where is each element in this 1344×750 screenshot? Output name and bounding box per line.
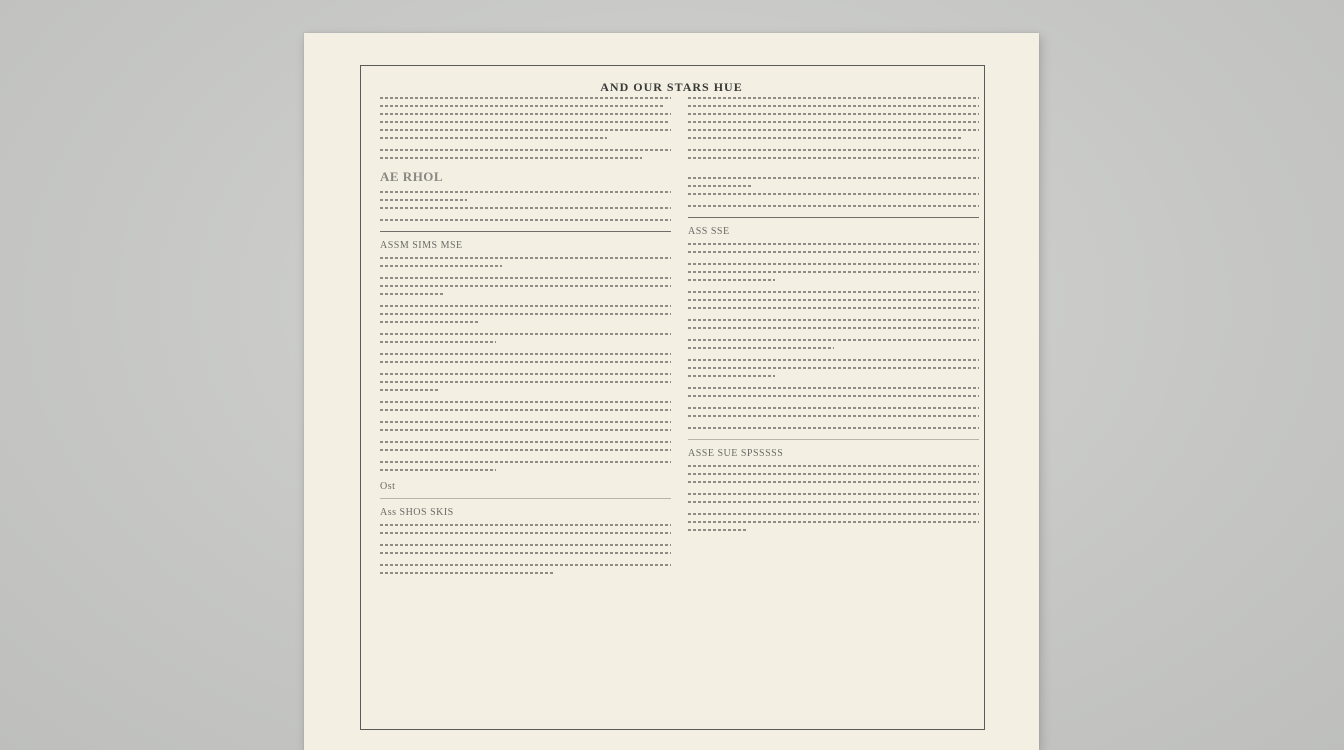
document-page bbox=[304, 33, 1039, 750]
section-divider bbox=[380, 498, 671, 499]
paragraph bbox=[380, 524, 671, 534]
paragraph bbox=[688, 513, 979, 531]
section-label: Ass SHOS SKIS bbox=[380, 507, 454, 518]
section-label: ASSM SIMS MSE bbox=[380, 240, 463, 251]
paragraph bbox=[688, 149, 979, 159]
section-divider bbox=[380, 231, 671, 232]
paragraph bbox=[380, 305, 671, 323]
paragraph bbox=[380, 277, 671, 295]
paragraph bbox=[688, 359, 979, 377]
section-label: Ost bbox=[380, 481, 396, 492]
paragraph bbox=[380, 333, 671, 343]
paragraph bbox=[380, 401, 671, 411]
right-column bbox=[688, 97, 979, 541]
paragraph bbox=[380, 564, 671, 574]
paragraph bbox=[688, 291, 979, 309]
paragraph bbox=[380, 353, 671, 363]
section-label: ASSE SUE SPSSSSS bbox=[688, 448, 784, 459]
paragraph bbox=[380, 149, 671, 159]
paragraph bbox=[380, 544, 671, 554]
paragraph bbox=[380, 191, 671, 209]
paragraph bbox=[688, 319, 979, 329]
paragraph bbox=[380, 421, 671, 431]
paragraph bbox=[688, 263, 979, 281]
section-divider bbox=[688, 217, 979, 218]
paragraph bbox=[688, 493, 979, 503]
paragraph bbox=[688, 465, 979, 483]
paragraph bbox=[688, 427, 979, 429]
section-subheading: AE RHOL bbox=[380, 169, 444, 184]
document-title: AND OUR STARS HUE bbox=[600, 80, 743, 94]
paragraph bbox=[688, 177, 979, 195]
paragraph bbox=[688, 97, 979, 139]
paragraph bbox=[380, 373, 671, 391]
paragraph bbox=[688, 339, 979, 349]
paragraph bbox=[688, 205, 979, 207]
paragraph bbox=[380, 97, 671, 139]
paragraph bbox=[380, 461, 671, 471]
section-label: ASS SSE bbox=[688, 226, 730, 237]
paragraph bbox=[380, 219, 671, 221]
section-divider bbox=[688, 439, 979, 440]
paragraph bbox=[380, 257, 671, 267]
paragraph bbox=[688, 387, 979, 397]
paragraph bbox=[380, 441, 671, 451]
paragraph bbox=[688, 407, 979, 417]
paragraph bbox=[688, 243, 979, 253]
left-column bbox=[380, 97, 671, 584]
